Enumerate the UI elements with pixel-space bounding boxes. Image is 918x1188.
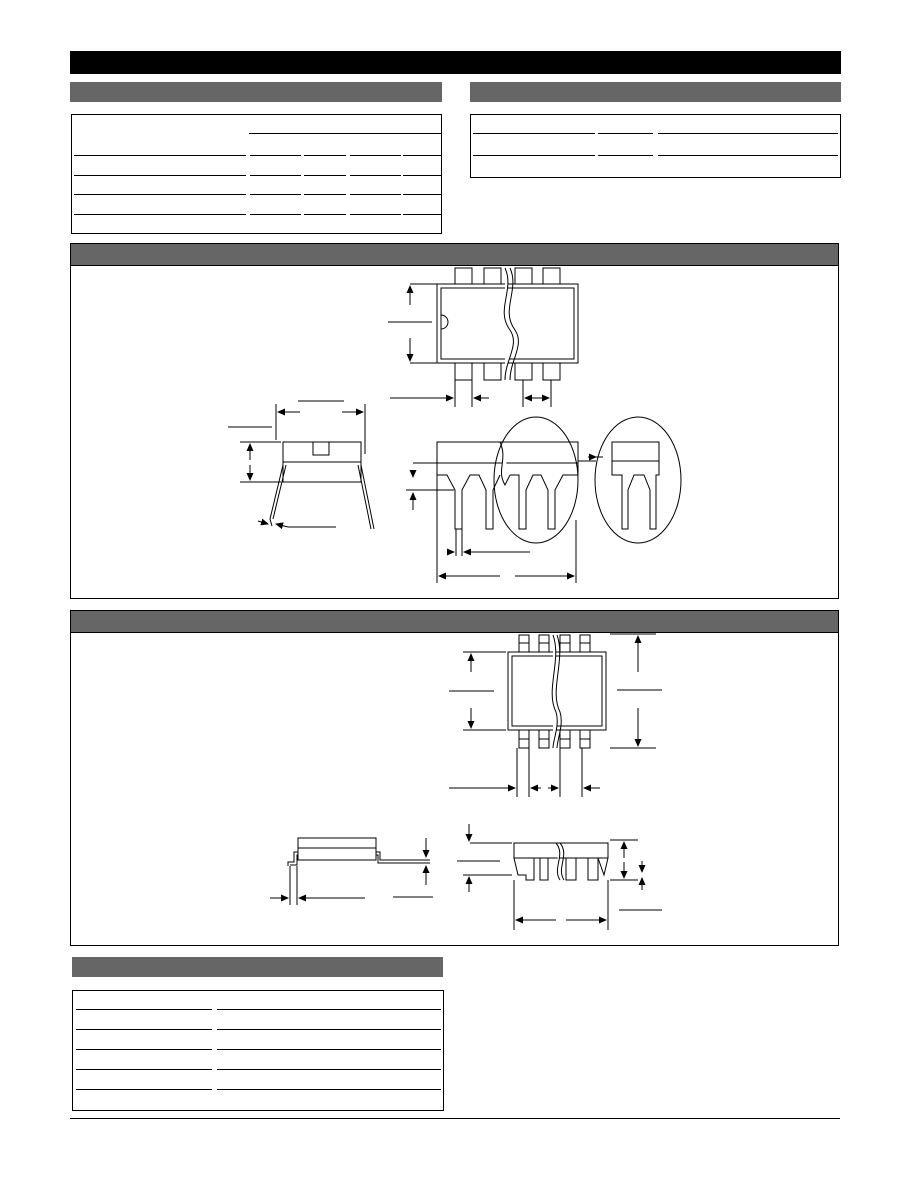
dip-top-view [388,268,578,407]
dip-end-view [228,401,374,529]
smd-side-view [457,824,662,930]
smd-top-view [449,634,662,797]
dip-side-view [406,417,681,583]
smd-end-view [270,838,433,905]
